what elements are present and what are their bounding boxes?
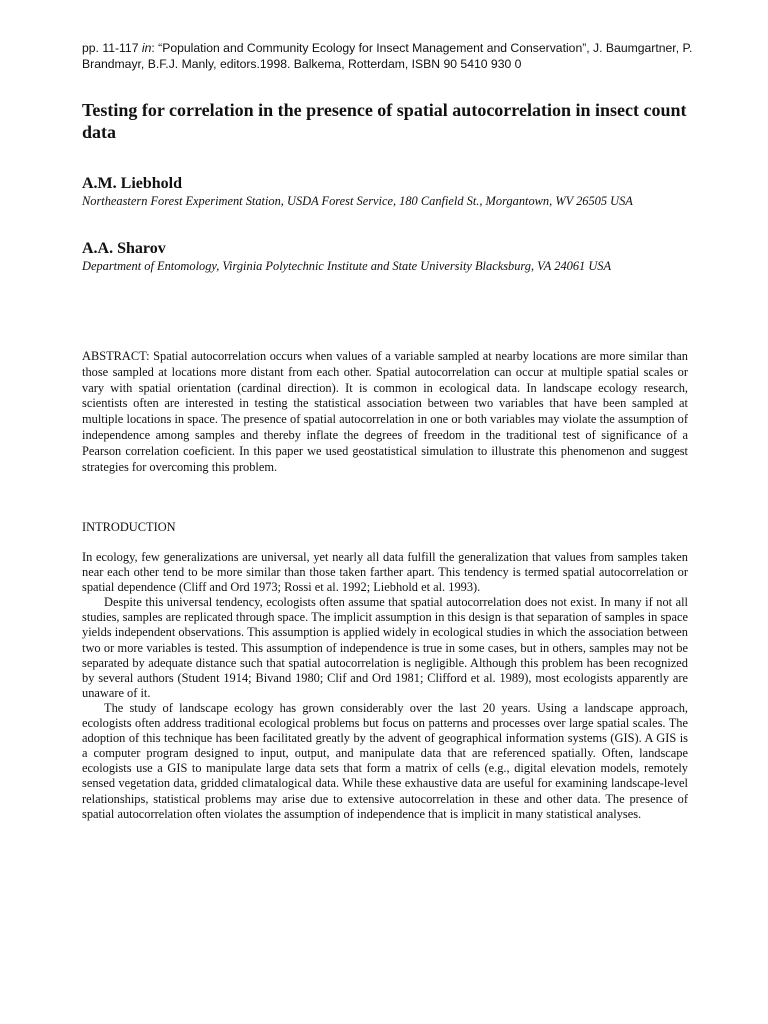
citation-text: : “Population and Community Ecology for Insect Management and Conservation”, J. Baumgartner, P. Brandmayr, B.F.J. Manly, editors.1998. Balkema, Rotterdam, ISBN 90 5410 930 0 (82, 41, 693, 71)
author-name: A.M. Liebhold (82, 175, 183, 192)
paragraph: The study of landscape ecology has grown considerably over the last 20 years. Using a landscape approach, ecologists often address traditional ecological problems but focus on patterns and processes over large spatial scales. The adoption of this technique has been facilitated greatly by the advent of geographical information systems (GIS). A GIS is a computer program designed to input, output, and manipulate data that are referenced spatially. Often, landscape ecologists use a GIS to manipulate large data sets that form a matrix of cells (e.g., digital elevation models, remotely sensed vegetation data, gridded climatalogical data. While these exhaustive data are useful for examining landscape-level relationships, statistical problems may arise due to extensive autocorrelation in these and other data. The presence of spatial autocorrelation often violates the assumption of independence that is implicit in many statistical analyses. (82, 700, 688, 821)
citation-header (82, 40, 702, 72)
paper-title: Testing for correlation in the presence of spatial autocorrelation in insect count data (82, 100, 687, 142)
author-affiliation: Department of Entomology, Virginia Polytechnic Institute and State University Blacksburg, VA 24061 USA (82, 259, 612, 273)
citation-prefix: pp. 11-117 (82, 41, 142, 55)
citation-in-label: in (141, 41, 152, 55)
paragraph: Despite this universal tendency, ecologists often assume that spatial autocorrelation does not exist. In many if not all studies, samples are replicated through space. The implicit assumption in this design is that separation of samples in space yields independent observations. This assumption is applied widely in ecological studies in which the association between two or more variables is tested. This assumption of independence is true in some cases, but in others, samples may not be separated by adequate distance such that spatial autocorrelation is negligible. Although this problem has been recognized by several authors (Student 1914; Bivand 1980; Clif and Ord 1981; Clifford et al. 1989), most ecologists apparently are unaware of it. (82, 595, 688, 700)
author-affiliation: Northeastern Forest Experiment Station, USDA Forest Service, 180 Canfield St., Morgantown, WV 26505 USA (82, 194, 633, 208)
introduction-body (82, 550, 688, 822)
section-heading-introduction: INTRODUCTION (82, 520, 176, 534)
abstract: ABSTRACT: Spatial autocorrelation occurs when values of a variable sampled at nearby locations are more similar than those sampled at locations more distant from each other. Spatial autocorrelation can occur at multiple spatial scales or vary with spatial orientation (cardinal direction). It is common in ecological data. In landscape ecology research, scientists often are interested in testing the statistical association between two variables that have been sampled at multiple locations in space. The presence of spatial autocorrelation in one or both variables may violate the assumption of independence among samples and thereby inflate the degrees of freedom in the traditional test of significance of a Pearson correlation coeficient. In this paper we used geostatistical simulation to illustrate this phenomenon and suggest strategies for overcoming this problem. (82, 349, 688, 474)
author-name: A.A. Sharov (82, 240, 166, 257)
paragraph: In ecology, few generalizations are universal, yet nearly all data fulfill the generalization that values from samples taken near each other tend to be more similar than those taken farther apart. This tendency is termed spatial autocorrelation or spatial dependence (Cliff and Ord 1973; Rossi et al. 1992; Liebhold et al. 1993). (82, 550, 688, 595)
